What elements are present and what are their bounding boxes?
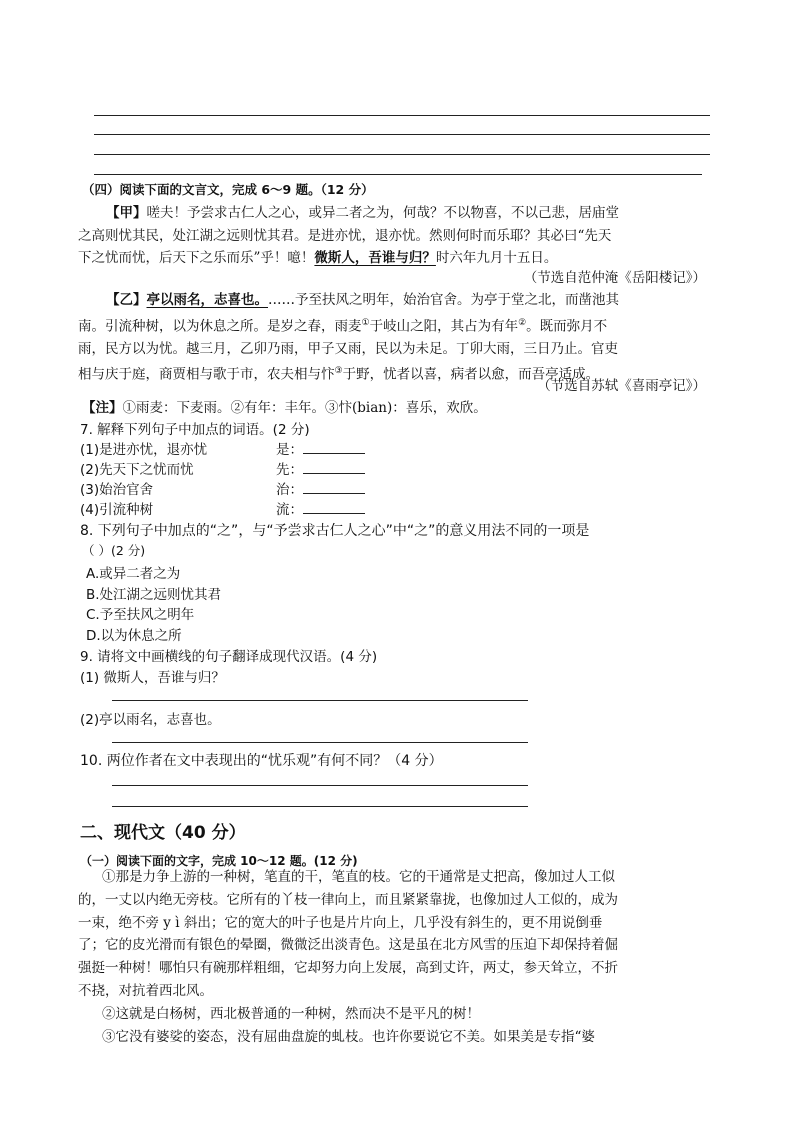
answer-line[interactable] [94, 154, 710, 155]
passage-line: 强挺一种树！哪怕只有碗那样粗细，它却努力向上发展，高到丈许，两丈，参天耸立，不折 [78, 960, 618, 977]
q8-option[interactable]: A.或异二者之为 [86, 566, 181, 582]
q7-term: 先： [276, 462, 303, 478]
footnote-marker: ③ [334, 366, 343, 377]
q7-sentence: (2)先天下之忧而忧 [80, 462, 194, 478]
q7-answer-blank[interactable] [303, 481, 365, 494]
q7-sentence: (3)始治官舍 [80, 482, 154, 498]
passage-yi-line: 雨，民方以为忧。越三月，乙卯乃雨，甲子又雨，民以为未足。丁卯大雨，三日乃止。官吏 [78, 340, 618, 357]
annotation-note [82, 396, 487, 416]
source-citation: （节选自范仲淹《岳阳楼记》） [523, 270, 706, 286]
q7-item [80, 438, 365, 458]
passage-yi-line: 。既而弥月不 [526, 318, 608, 335]
source-citation: （节选自苏轼《喜雨亭记》） [537, 378, 706, 394]
q9-item: (1) 微斯人，吾谁与归？ [80, 670, 225, 686]
question-10-stem: 10. 两位作者在文中表现出的“忧乐观”有何不同？（4 分） [80, 753, 443, 769]
q8-option[interactable]: C.予至扶风之明年 [86, 607, 195, 623]
passage-yi-line: 相与庆于庭，商贾相与歌于市，农夫相与忭 [78, 366, 335, 383]
answer-line[interactable] [112, 806, 528, 807]
passage-yi-line: 于岐山之阳，其占为有年 [369, 318, 519, 335]
passage-line: ①那是力争上游的一种树，笔直的干，笔直的枝。它的干通常是丈把高，像加过人工似 [102, 869, 615, 885]
q7-answer-blank[interactable] [303, 441, 365, 454]
answer-line[interactable] [112, 742, 528, 743]
q9-item: (2)亭以雨名，志喜也。 [80, 712, 221, 728]
answer-line[interactable] [112, 785, 528, 786]
q7-term: 流： [276, 502, 303, 518]
q8-option[interactable]: B.处江湖之远则忧其君 [86, 587, 222, 603]
passage-jia-label: 【甲】 [106, 205, 147, 221]
q7-term: 是： [276, 442, 303, 458]
note-label: 【注】 [82, 400, 123, 416]
passage-line: 的，一丈以内绝无旁枝。它所有的丫枝一律向上，而且紧紧靠拢，也像加过人工似的，成为 [78, 891, 618, 908]
answer-line[interactable] [94, 134, 710, 135]
answer-line[interactable] [94, 174, 702, 175]
passage-line: 一束，绝不旁 y ì 斜出；它的宽大的叶子也是片片向上，几乎没有斜生的，更不用说倒垂 [78, 914, 603, 931]
footnote-marker: ① [361, 317, 370, 328]
passage-line: ②这就是白杨树，西北极普通的一种树，然而决不是平凡的树！ [102, 1005, 480, 1022]
passage-jia [78, 202, 718, 270]
passage-yi-label: 【乙】 [106, 292, 147, 308]
answer-line[interactable] [94, 115, 710, 116]
passage-line: 了；它的皮光滑而有银色的晕圈，微微泛出淡青色。这是虽在北方风雪的压迫下却保持着倔 [78, 937, 618, 954]
modern-passage [78, 866, 718, 1048]
question-8-stem: 8. 下列句子中加点的“之”，与“予尝求古仁人之心”中“之”的意义用法不同的一项是 [80, 523, 590, 539]
passage-jia-line: 嗟夫！予尝求古仁人之心，或异二者之为，何哉？不以物喜，不以己悲，居庙堂 [146, 205, 619, 221]
q7-sentence: (1)是进亦忧，退亦忧 [80, 442, 208, 458]
section4-heading: （四）阅读下面的文言文，完成 6～9 题。（12 分） [82, 182, 374, 197]
passage-yi-line: 南。引流种树，以为休息之所。是岁之春，雨麦 [78, 318, 362, 335]
passage-line: 不挠，对抗着西北风。 [78, 982, 213, 999]
passage-yi-line: ……予至扶风之明年，始治官舍。为亭于堂之北，而凿池其 [268, 292, 619, 308]
q7-item [80, 458, 365, 478]
passage-jia-line: 之高则忧其民，处江湖之远则忧其君。是进亦忧，退亦忧。然则何时而乐耶？其必曰“先天 [78, 227, 612, 244]
passage-line: ③它没有婆娑的姿态，没有屈曲盘旋的虬枝。也许你要说它不美。如果美是专指“婆 [102, 1028, 595, 1045]
passage-yi-line: 于野，忧者以喜，病者以愈，而吾亭适成。 [342, 366, 600, 383]
q7-item [80, 478, 365, 498]
answer-line[interactable] [112, 700, 528, 701]
question-9-stem: 9. 请将文中画横线的句子翻译成现代汉语。(4 分) [80, 649, 378, 665]
passage-yi [78, 289, 718, 386]
footnote-marker: ② [518, 317, 527, 328]
passage-jia-line: 时六年九月十五日。 [435, 250, 558, 267]
part2-heading: 二、现代文（40 分） [80, 823, 246, 843]
q7-answer-blank[interactable] [303, 501, 365, 514]
part2-sub-heading: （一）阅读下面的文字，完成 10～12 题。(12 分) [80, 854, 358, 868]
q7-item [80, 498, 365, 518]
underlined-sentence-1: 微斯人，吾谁与归？ [314, 250, 436, 267]
underlined-sentence-2: 亭以雨名，志喜也。 [146, 292, 268, 308]
q7-answer-blank[interactable] [303, 461, 365, 474]
question-8-answer-paren[interactable]: （ ）(2 分) [82, 543, 146, 558]
passage-jia-line: 下之忧而忧，后天下之乐而乐”乎！噫！ [78, 250, 315, 267]
q7-term: 治： [276, 482, 303, 498]
question-7-stem: 7. 解释下列句子中加点的词语。(2 分) [80, 422, 310, 438]
note-text: ①雨麦：下麦雨。②有年：丰年。③忭(bian)：喜乐，欢欣。 [122, 400, 487, 416]
q7-sentence: (4)引流种树 [80, 502, 154, 518]
q8-option[interactable]: D.以为休息之所 [86, 628, 182, 644]
